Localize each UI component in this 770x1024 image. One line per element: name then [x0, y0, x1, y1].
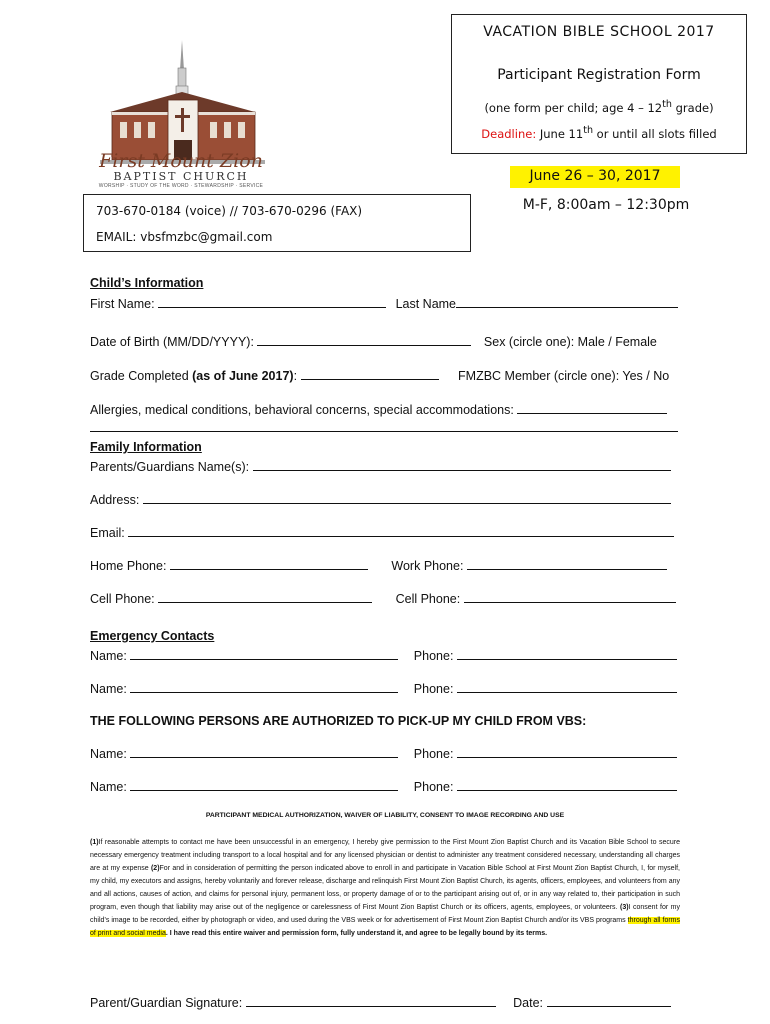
- pickup-row-1: Name: Phone:: [90, 746, 677, 761]
- form-name: Participant Registration Form: [497, 67, 701, 83]
- contact-phone: 703-670-0184 (voice) // 703-670-0296 (FAX): [96, 204, 363, 218]
- sex-choice[interactable]: Sex (circle one): Male / Female: [483, 335, 657, 349]
- waiver-text: (1)If reasonable attempts to contact me have been unsuccessful in an emergency, I hereby give permission to the First Mount Zion Baptist Church and its Vacation Bible School to secure necessary emergency treatment including transport to a local hospital and for any licensed physician or dentist to administer any treatment considered necessary, understanding all charges are at my expense (2)For and in consideration of permitting the person indicated above to enroll in and participate in Vacation Bible School at First Mount Zion Baptist Church, I, for myself, my child, my executors and assigns, hereby voluntarily and forever release, discharge and relinquish First Mount Zion Baptist Church, its agents, officers, employees, and volunteers from any and all actions, causes of action, and claims for personal injury, permanent loss, or property damage of or to the participant arising out of, or in any way related to, their participation in such program, even though that liability may arise out of the negligence or carelessness of First Mount Zion Baptist Church or its officers, agents, employees, or volunteers. (3)I consent for my child’s image to be recorded, either by photograph or video, and used during the VBS week or for advertisement of First Mount Zion Baptist Church and/or its VBS programs through all forms of print and social media. I have read this entire waiver and permission form, fully understand it, and agree to be legally bound by its terms.: [90, 839, 680, 937]
- deadline: Deadline: June 11th or until all slots filled: [481, 125, 717, 141]
- pickup-phone-field-2[interactable]: [457, 779, 677, 791]
- child-info-heading: Child’s Information: [90, 276, 204, 290]
- allergies-row: Allergies, medical conditions, behavioral concerns, special accommodations:: [90, 402, 667, 417]
- phone-row-1: Home Phone: Work Phone:: [90, 558, 667, 573]
- phone-row-2: Cell Phone: Cell Phone:: [90, 591, 676, 606]
- dob-field[interactable]: [257, 334, 471, 346]
- event-dates: June 26 – 30, 2017: [529, 168, 661, 184]
- allergies-field[interactable]: [517, 402, 667, 414]
- first-name-field[interactable]: [158, 296, 386, 308]
- allergies-field-2[interactable]: [90, 420, 678, 432]
- waiver-highlight: through all forms of print and social media: [90, 917, 680, 937]
- emergency-heading: Emergency Contacts: [90, 629, 215, 643]
- emergency-name-field[interactable]: [130, 648, 398, 660]
- pickup-row-2: Name: Phone:: [90, 779, 677, 794]
- deadline-label: Deadline:: [481, 126, 537, 141]
- name-row: First Name: Last Name: [90, 296, 678, 311]
- cell-phone-field-2[interactable]: [464, 591, 676, 603]
- event-times: M-F, 8:00am – 12:30pm: [522, 197, 690, 213]
- logo-name: First Mount Zion: [99, 150, 263, 172]
- address-row: Address:: [90, 492, 671, 507]
- form-title: VACATION BIBLE SCHOOL 2017: [483, 24, 715, 40]
- form-note: (one form per child; age 4 – 12th grade): [484, 99, 714, 115]
- email-field[interactable]: [128, 525, 674, 537]
- emergency-phone-field[interactable]: [457, 648, 677, 660]
- header-box: [451, 14, 747, 154]
- dob-row: Date of Birth (MM/DD/YYYY): Sex (circle one): Male / Female: [90, 335, 657, 349]
- cell-phone-field[interactable]: [158, 591, 372, 603]
- signature-field[interactable]: [246, 995, 496, 1007]
- work-phone-field[interactable]: [467, 558, 667, 570]
- member-choice[interactable]: FMZBC Member (circle one): Yes / No: [458, 369, 670, 383]
- waiver-title: PARTICIPANT MEDICAL AUTHORIZATION, WAIVER OF LIABILITY, CONSENT TO IMAGE RECORDING AND USE: [205, 812, 565, 819]
- logo-subtitle: BAPTIST CHURCH: [113, 170, 249, 183]
- contact-box: [83, 194, 471, 252]
- pickup-name-field[interactable]: [130, 746, 398, 758]
- emergency-row-1: Name: Phone:: [90, 648, 677, 663]
- pickup-heading: THE FOLLOWING PERSONS ARE AUTHORIZED TO PICK-UP MY CHILD FROM VBS:: [90, 714, 587, 728]
- signature-date-field[interactable]: [547, 995, 671, 1007]
- signature-row: Parent/Guardian Signature: Date:: [90, 995, 671, 1010]
- grade-field[interactable]: [301, 368, 439, 380]
- emergency-phone-field-2[interactable]: [457, 681, 677, 693]
- emergency-row-2: Name: Phone:: [90, 681, 677, 696]
- pickup-phone-field[interactable]: [457, 746, 677, 758]
- emergency-name-field-2[interactable]: [130, 681, 398, 693]
- pickup-name-field-2[interactable]: [130, 779, 398, 791]
- last-name-field[interactable]: [456, 296, 678, 308]
- logo-tagline: WORSHIP · STUDY OF THE WORD · STEWARDSHIP · SERVICE: [98, 183, 264, 189]
- family-info-heading: Family Information: [90, 440, 202, 454]
- parents-row: Parents/Guardians Name(s):: [90, 459, 671, 474]
- email-row: Email:: [90, 525, 674, 540]
- home-phone-field[interactable]: [170, 558, 368, 570]
- parents-field[interactable]: [253, 459, 671, 471]
- address-field[interactable]: [143, 492, 671, 504]
- contact-email: EMAIL: vbsfmzbc@gmail.com: [96, 230, 273, 244]
- grade-row: Grade Completed (as of June 2017): FMZBC Member (circle one): Yes / No: [90, 369, 670, 383]
